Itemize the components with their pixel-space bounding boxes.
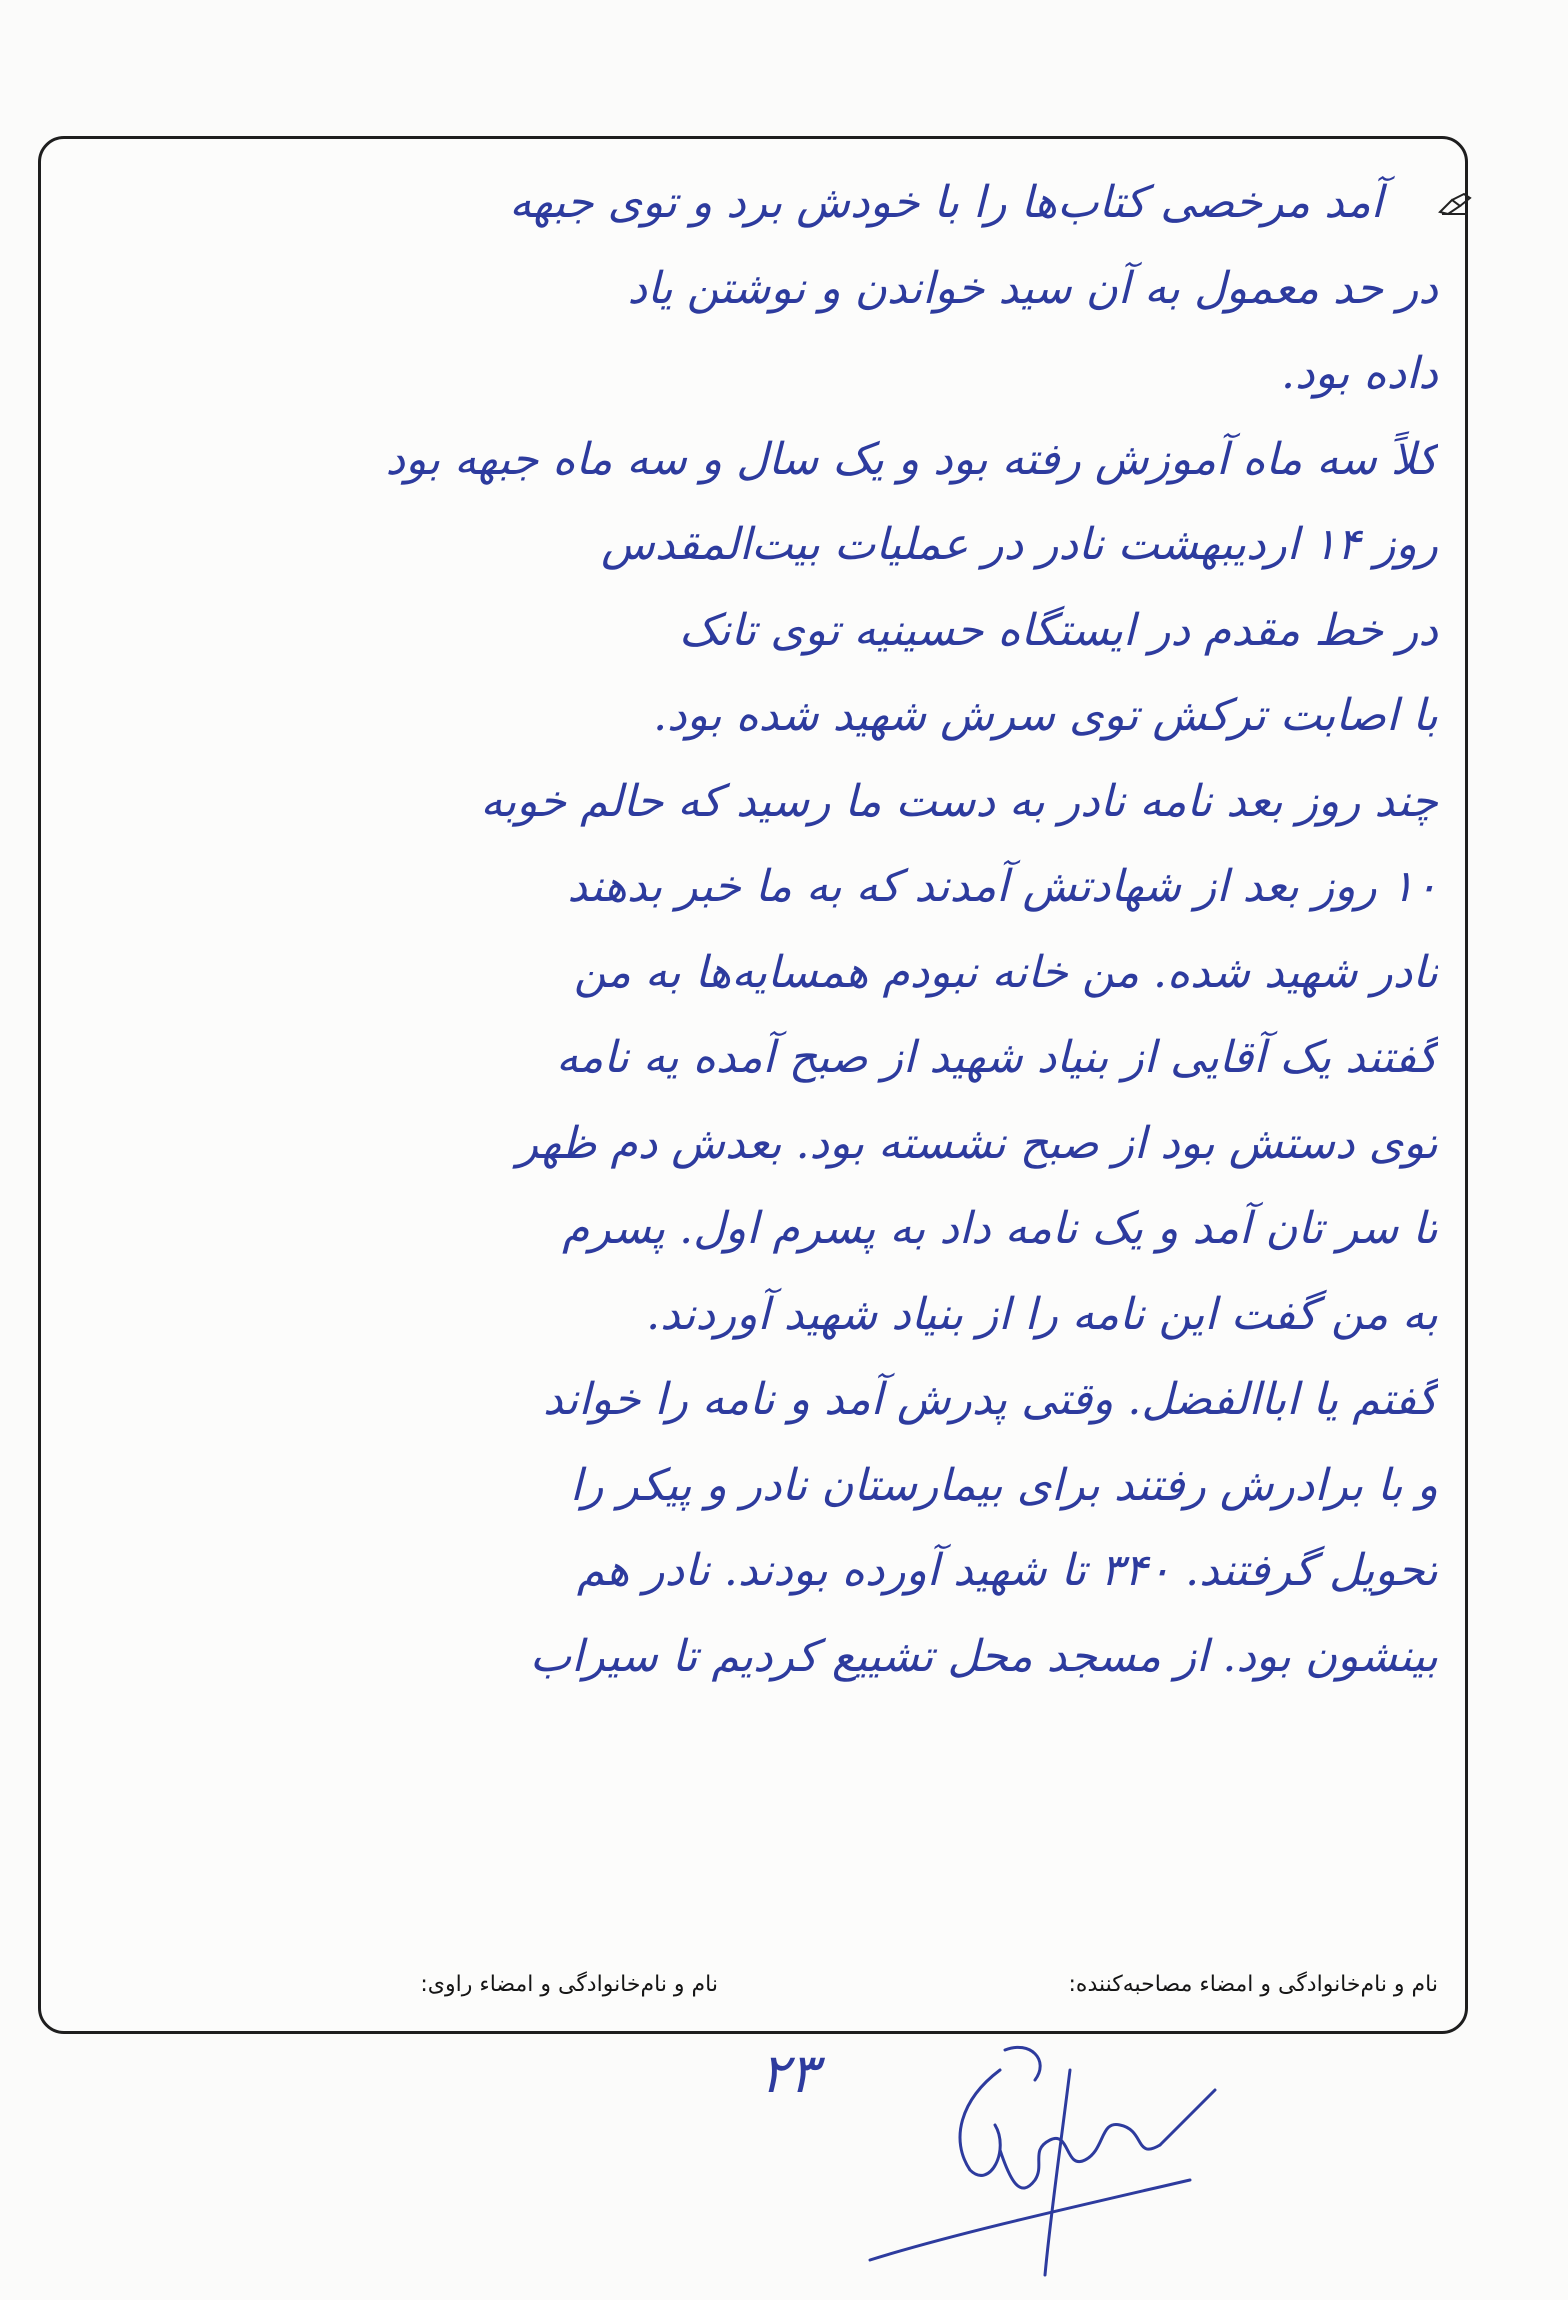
page-number: ۲۳	[760, 2042, 819, 2105]
handwritten-line: روز ۱۴ اردیبهشت نادر در عملیات بیت‌المقدس	[601, 519, 1438, 570]
handwritten-line: در حد معمول به آن سید خواندن و نوشتن یاد	[627, 262, 1438, 314]
handwritten-line: ۱۰ روز بعد از شهادتش آمدند که به ما خبر بدهند	[567, 861, 1438, 912]
handwritten-line: گفتند یک آقایی از بنیاد شهید از صبح آمده یه نامه	[556, 1032, 1438, 1083]
handwritten-line: گفتم یا اباالفضل. وقتی پدرش آمد و نامه را خواند	[543, 1374, 1438, 1425]
pen-icon	[1438, 192, 1472, 216]
handwritten-line: و با برادرش رفتند برای بیمارستان نادر و پیکر را	[570, 1459, 1438, 1511]
handwritten-line: با اصابت ترکش توی سرش شهید شده بود.	[653, 690, 1438, 741]
handwritten-line: آمد مرخصی کتاب‌ها را با خودش برد و توی جبهه	[509, 177, 1383, 228]
handwritten-line: داده بود.	[1280, 348, 1438, 399]
narrator-signature-label: نام و نام‌خانوادگی و امضاء راوی:	[420, 1972, 718, 1997]
handwritten-line: تحویل گرفتند. ۳۴۰ تا شهید آورده بودند. نادر هم	[576, 1545, 1438, 1596]
signature	[860, 2030, 1280, 2280]
handwritten-line: نادر شهید شده. من خانه نبودم همسایه‌ها به من	[573, 946, 1438, 998]
handwritten-line: کلاً سه ماه آموزش رفته بود و یک سال و سه ماه جبهه بود	[385, 433, 1438, 485]
footer-signature-row	[78, 1972, 1438, 2012]
handwritten-line: توی دستش بود از صبح نشسته بود. بعدش دم ظهر	[516, 1117, 1438, 1169]
handwritten-line: بینشون بود. از مسجد محل تشییع کردیم تا سیراب	[529, 1630, 1438, 1682]
handwritten-line: به من گفت این نامه را از بنیاد شهید آوردند.	[646, 1288, 1438, 1340]
handwritten-text	[78, 160, 1438, 1699]
interviewer-signature-label: نام و نام‌خانوادگی و امضاء مصاحبه‌کننده:	[1068, 1972, 1438, 1997]
handwritten-line: در خط مقدم در ایستگاه حسینیه توی تانک	[678, 604, 1438, 656]
handwritten-line: تا سر تان آمد و یک نامه داد به پسرم اول. پسرم	[562, 1203, 1438, 1254]
handwritten-line: چند روز بعد نامه نادر به دست ما رسید که حالم خوبه	[480, 775, 1438, 827]
